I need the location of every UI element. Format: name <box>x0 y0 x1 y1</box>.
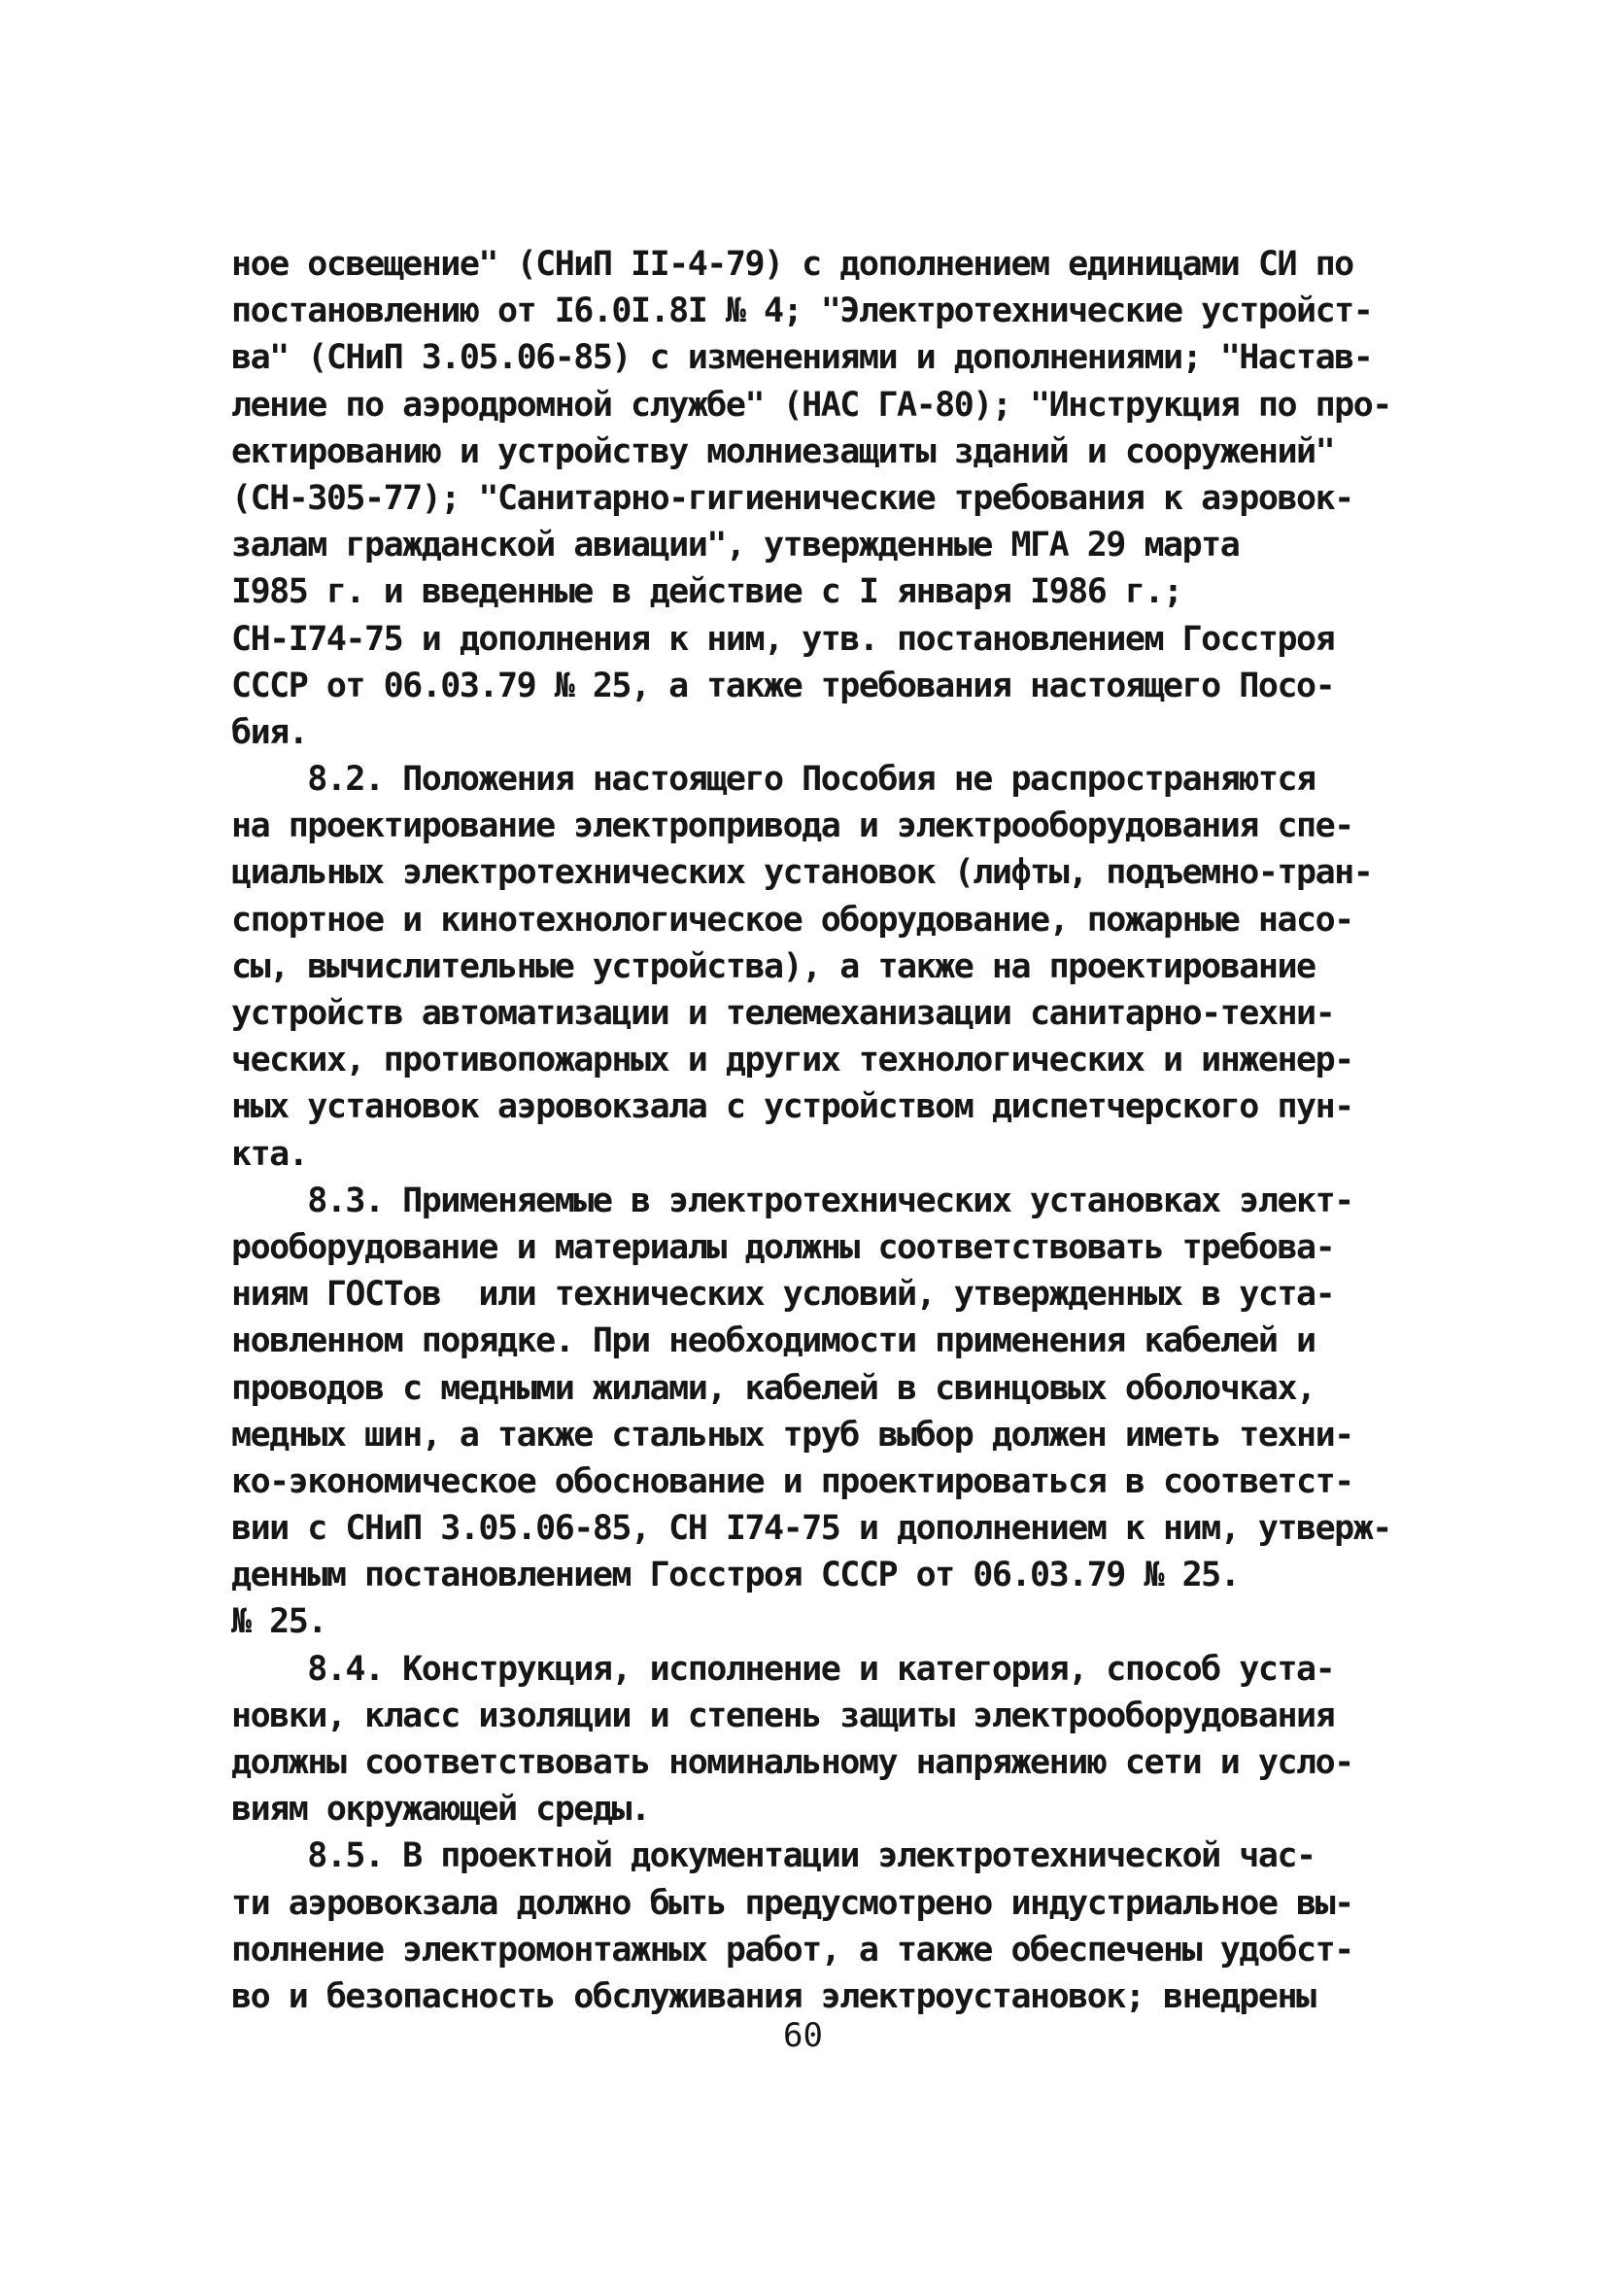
text-line: постановлению от I6.0I.8I № 4; "Электротехнические устройст- <box>231 291 1373 331</box>
body-text <box>231 241 1397 2020</box>
text-line: ектированию и устройству молниезащиты зданий и сооружений" <box>231 431 1335 471</box>
text-line: на проектирование электропривода и электрооборудования спе- <box>231 806 1353 846</box>
text-line: ниям ГОСТов или технических условий, утвержденных в уста- <box>231 1275 1335 1315</box>
text-line: ва" (СНиП 3.05.06-85) с изменениями и дополнениями; "Настав- <box>231 338 1373 378</box>
text-line: ных установок аэровокзала с устройством диспетчерского пун- <box>231 1087 1353 1127</box>
text-line: медных шин, а также стальных труб выбор должен иметь техни- <box>231 1415 1353 1455</box>
text-line: 8.5. В проектной документации электротехнической час- <box>231 1836 1316 1876</box>
text-line: СН-I74-75 и дополнения к ним, утв. постановлением Госстроя <box>231 619 1335 659</box>
text-line: новки, класс изоляции и степень защиты электрооборудования <box>231 1696 1335 1735</box>
text-line: ко-экономическое обоснование и проектироваться в соответст- <box>231 1461 1353 1501</box>
page-number: 60 <box>783 2016 823 2055</box>
text-line: спортное и кинотехнологическое оборудование, пожарные насо- <box>231 900 1353 940</box>
text-line: устройств автоматизации и телемеханизации санитарно-техни- <box>231 994 1335 1033</box>
text-line: циальных электротехнических установок (лифты, подъемно-тран- <box>231 853 1373 893</box>
text-line: бия. <box>231 712 308 752</box>
text-line: рооборудование и материалы должны соответствовать требова- <box>231 1227 1335 1267</box>
text-line: залам гражданской авиации", утвержденные МГА 29 марта <box>231 526 1240 565</box>
text-line: ческих, противопожарных и других технологических и инженер- <box>231 1041 1353 1080</box>
text-line: кта. <box>231 1134 308 1174</box>
text-line: ление по аэродромной службе" (НАС ГА-80); "Инструкция по про- <box>231 385 1391 425</box>
text-line: виям окружающей среды. <box>231 1790 650 1830</box>
text-line: № 25. <box>231 1602 326 1642</box>
text-line: 8.2. Положения настоящего Пособия не распространяются <box>231 760 1316 800</box>
text-line: 8.3. Применяемые в электротехнических установках элект- <box>231 1181 1353 1220</box>
text-line: сы, вычислительные устройства), а также на проектирование <box>231 946 1316 986</box>
text-line: вии с СНиП 3.05.06-85, СН I74-75 и дополнением к ним, утверж- <box>231 1509 1391 1549</box>
text-line: ное освещение" (СНиП II-4-79) с дополнением единицами СИ по <box>231 245 1353 284</box>
text-line: 8.4. Конструкция, исполнение и категория, способ уста- <box>231 1649 1335 1689</box>
text-line: ти аэровокзала должно быть предусмотрено индустриальное вы- <box>231 1883 1353 1923</box>
text-line: должны соответствовать номинальному напряжению сети и усло- <box>231 1743 1353 1782</box>
text-line: I985 г. и введенные в действие с I января I986 г.; <box>231 572 1182 612</box>
text-line: новленном порядке. При необходимости применения кабелей и <box>231 1321 1316 1361</box>
text-line: СССР от 06.03.79 № 25, а также требования настоящего Посо- <box>231 666 1335 705</box>
text-line: (СН-305-77); "Санитарно-гигиенические требования к аэровок- <box>231 478 1353 518</box>
text-line: полнение электромонтажных работ, а также обеспечены удобст- <box>231 1930 1353 1970</box>
text-line: денным постановлением Госстроя СССР от 06.03.79 № 25. <box>231 1556 1240 1595</box>
text-line: проводов с медными жилами, кабелей в свинцовых оболочках, <box>231 1368 1316 1408</box>
text-line: во и безопасность обслуживания электроустановок; внедрены <box>231 1976 1316 2016</box>
